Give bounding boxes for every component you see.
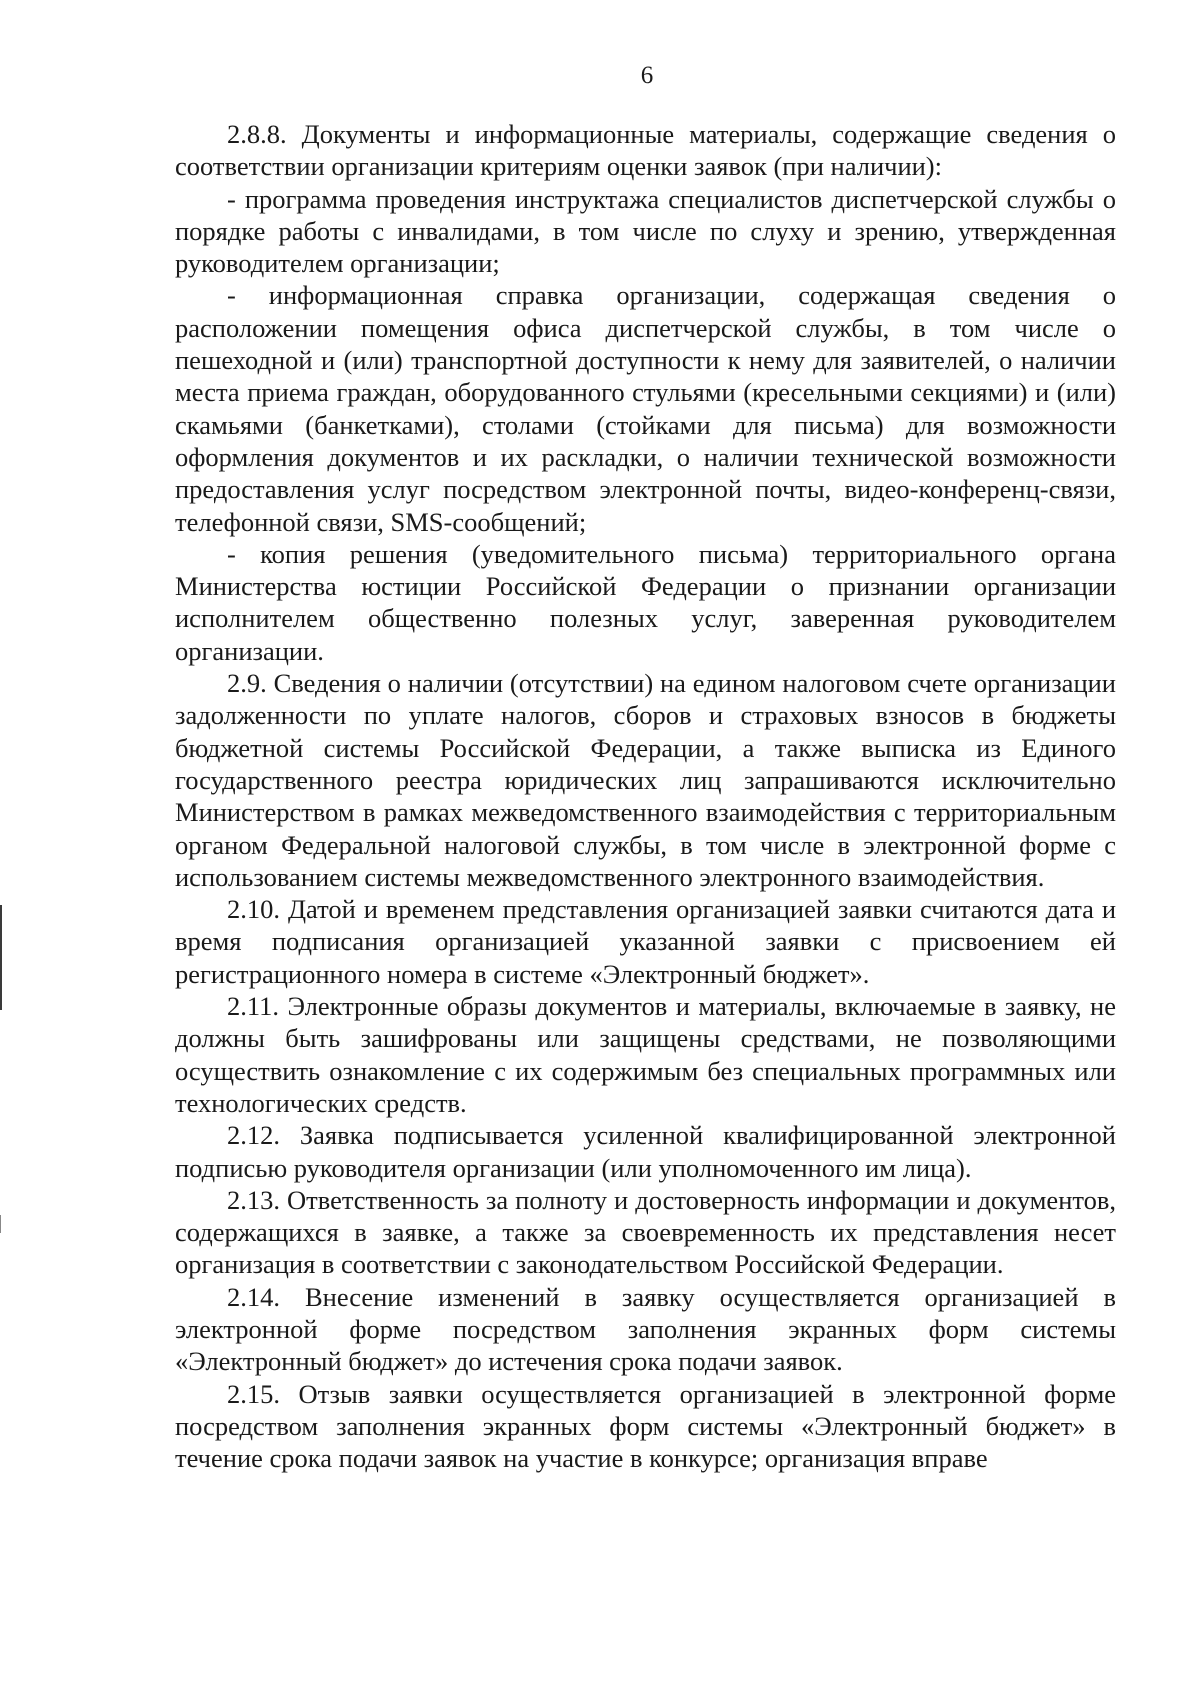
paragraph-2-8-8: 2.8.8. Документы и информационные материалы, содержащие сведения о соответствии организации критериям оценки заявок (при наличии):	[175, 119, 1116, 182]
list-item-briefing-program: - программа проведения инструктажа специалистов диспетчерской службы о порядке работы с инвалидами, в том числе по слуху и зрению, утвержденная руководителем организации;	[175, 183, 1116, 279]
paragraph-2-12: 2.12. Заявка подписывается усиленной квалифицированной электронной подписью руководителя организации (или уполномоченного им лица).	[175, 1120, 1116, 1183]
paragraph-2-15: 2.15. Отзыв заявки осуществляется организацией в электронной форме посредством заполнения экранных форм системы «Электронный бюджет» в течение срока подачи заявок на участие в конкурсе; организация вправе	[175, 1378, 1116, 1474]
paragraph-2-10: 2.10. Датой и временем представления организацией заявки считаются дата и время подписания организацией указанной заявки с присвоением ей регистрационного номера в системе «Электронный бюджет».	[175, 894, 1116, 989]
document-body	[175, 118, 1116, 1474]
page-number: 6	[640, 62, 654, 89]
paragraph-2-9: 2.9. Сведения о наличии (отсутствии) на едином налоговом счете организации задолженности по уплате налогов, сборов и страховых взносов в бюджеты бюджетной системы Российской Федерации, а также выписка из Единого государственного реестра юридических лиц запрашиваются исключительно Министерством в рамках межведомственного взаимодействия с территориальным органом Федеральной налоговой службы, в том числе в электронной форме с использованием системы межведомственного электронного взаимодействия.	[175, 668, 1116, 892]
paragraph-2-11: 2.11. Электронные образы документов и материалы, включаемые в заявку, не должны быть зашифрованы или защищены средствами, не позволяющими осуществить ознакомление с их содержимым без специальных программных или технологических средств.	[175, 991, 1116, 1118]
list-item-ministry-decision-copy: - копия решения (уведомительного письма) территориального органа Министерства юстиции Российской Федерации о признании организации исполнителем общественно полезных услуг, заверенная руководителем организации.	[175, 538, 1116, 666]
list-item-info-reference: - информационная справка организации, содержащая сведения о расположении помещения офиса диспетчерской службы, в том числе о пешеходной и (или) транспортной доступности к нему для заявителей, о наличии места приема граждан, оборудованного стульями (кресельными секциями) и (или) скамьями (банкетками), столами (стойками для письма) для возможности оформления документов и их раскладки, о наличии технической возможности предоставления услуг посредством электронной почты, видео-конференц-связи, телефонной связи, SMS-сообщений;	[175, 280, 1116, 537]
scan-edge-mark	[0, 1215, 1, 1233]
paragraph-2-13: 2.13. Ответственность за полноту и достоверность информации и документов, содержащихся в заявке, а также за своевременность их представления несет организация в соответствии с законодательством Российской Федерации.	[175, 1184, 1116, 1280]
scan-edge-mark	[0, 905, 2, 1010]
paragraph-2-14: 2.14. Внесение изменений в заявку осуществляется организацией в электронной форме посредством заполнения экранных форм системы «Электронный бюджет» до истечения срока подачи заявок.	[175, 1281, 1116, 1377]
